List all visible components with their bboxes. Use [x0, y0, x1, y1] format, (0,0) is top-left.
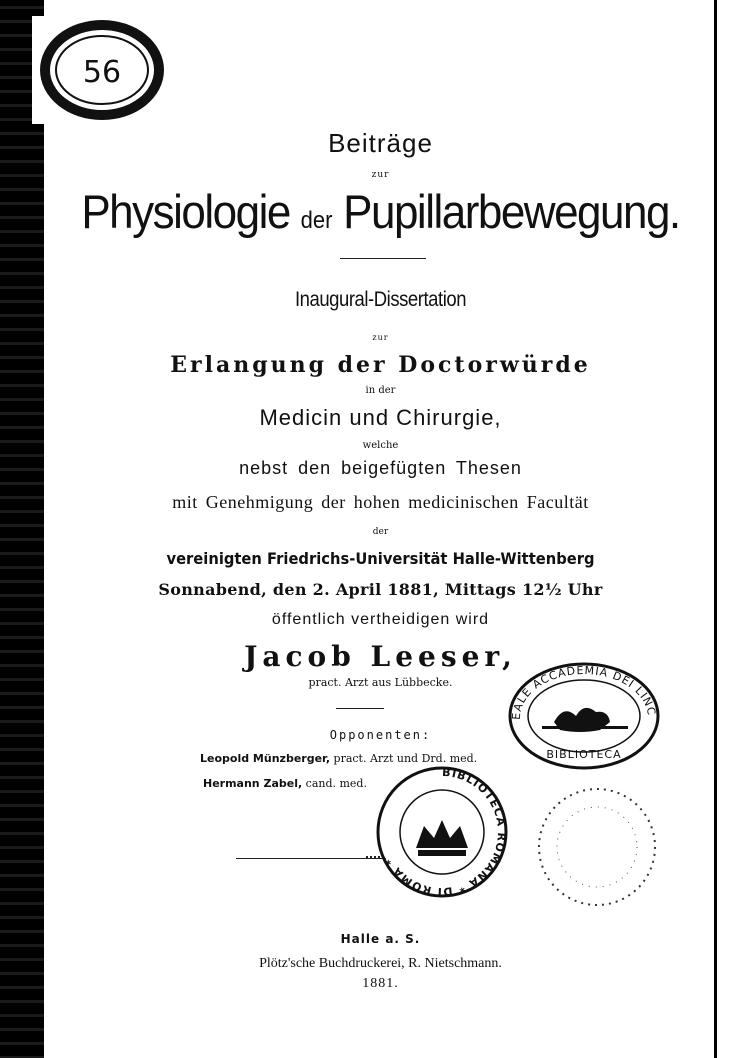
printer-line: Plötz'sche Buchdruckerei, R. Nietschmann.: [259, 956, 502, 971]
faint-round-stamp: [532, 782, 662, 916]
opponent-name: Leopold Münzberger,: [200, 752, 331, 765]
publication-place: Halle a. S.: [340, 932, 421, 946]
divider-2: [336, 708, 384, 709]
opponent-role: pract. Arzt und Drd. med.: [333, 752, 478, 765]
opponents-heading: Opponenten:: [329, 728, 432, 742]
author-info: pract. Arzt aus Lübbecke.: [308, 676, 453, 689]
dissertation-label: Inaugural-Dissertation: [294, 288, 467, 311]
accademia-ring-text: EALE ACCADEMIA DEI LINC: [509, 663, 659, 721]
erlangung-heading: Erlangung der Doctorwürde: [170, 352, 591, 378]
in-der-connector: in der: [365, 385, 396, 396]
scan-edge-left: [0, 0, 44, 1058]
divider-3: [236, 858, 386, 859]
opponent-name: Hermann Zabel,: [203, 777, 303, 790]
roma-ring-text: BIBLIOTECA ROMANA * DI ROMA *: [382, 765, 509, 899]
opponent-role: cand. med.: [305, 777, 367, 790]
der-connector: der: [372, 527, 389, 537]
zur-connector-2: zur: [372, 333, 389, 342]
main-title-der: der: [300, 206, 333, 234]
author-name: Jacob Leeser,: [244, 640, 517, 673]
publication-year: 1881.: [362, 976, 399, 991]
main-title: [44, 186, 717, 240]
medicin-line: Medicin und Chirurgie,: [259, 405, 502, 430]
genehmigung-line: mit Genehmigung der hohen medicinischen Facultät: [172, 492, 589, 512]
welche-connector: welche: [362, 440, 399, 451]
svg-text:56: 56: [82, 55, 122, 90]
accademia-stamp-label: BIBLIOTECA: [546, 748, 622, 761]
biblioteca-roma-stamp: [372, 762, 512, 906]
main-title-part-a: Physiologie: [81, 186, 290, 239]
nebst-line: nebst den beigefügten Thesen: [239, 458, 522, 478]
accademia-lincei-stamp: [506, 660, 662, 776]
opponent-row: [203, 777, 367, 790]
zur-connector-1: zur: [371, 170, 390, 180]
main-title-part-b: Pupillarbewegung.: [343, 186, 680, 239]
title-beitraege: Beiträge: [328, 128, 433, 158]
library-stamp-top-left: [30, 14, 170, 130]
divider-1: [340, 258, 426, 259]
defense-line: öffentlich vertheidigen wird: [271, 611, 490, 628]
university-line: vereinigten Friedrichs-Universität Halle-Wittenberg: [166, 549, 595, 568]
date-line: Sonnabend, den 2. April 1881, Mittags 12½ Uhr: [158, 580, 603, 599]
